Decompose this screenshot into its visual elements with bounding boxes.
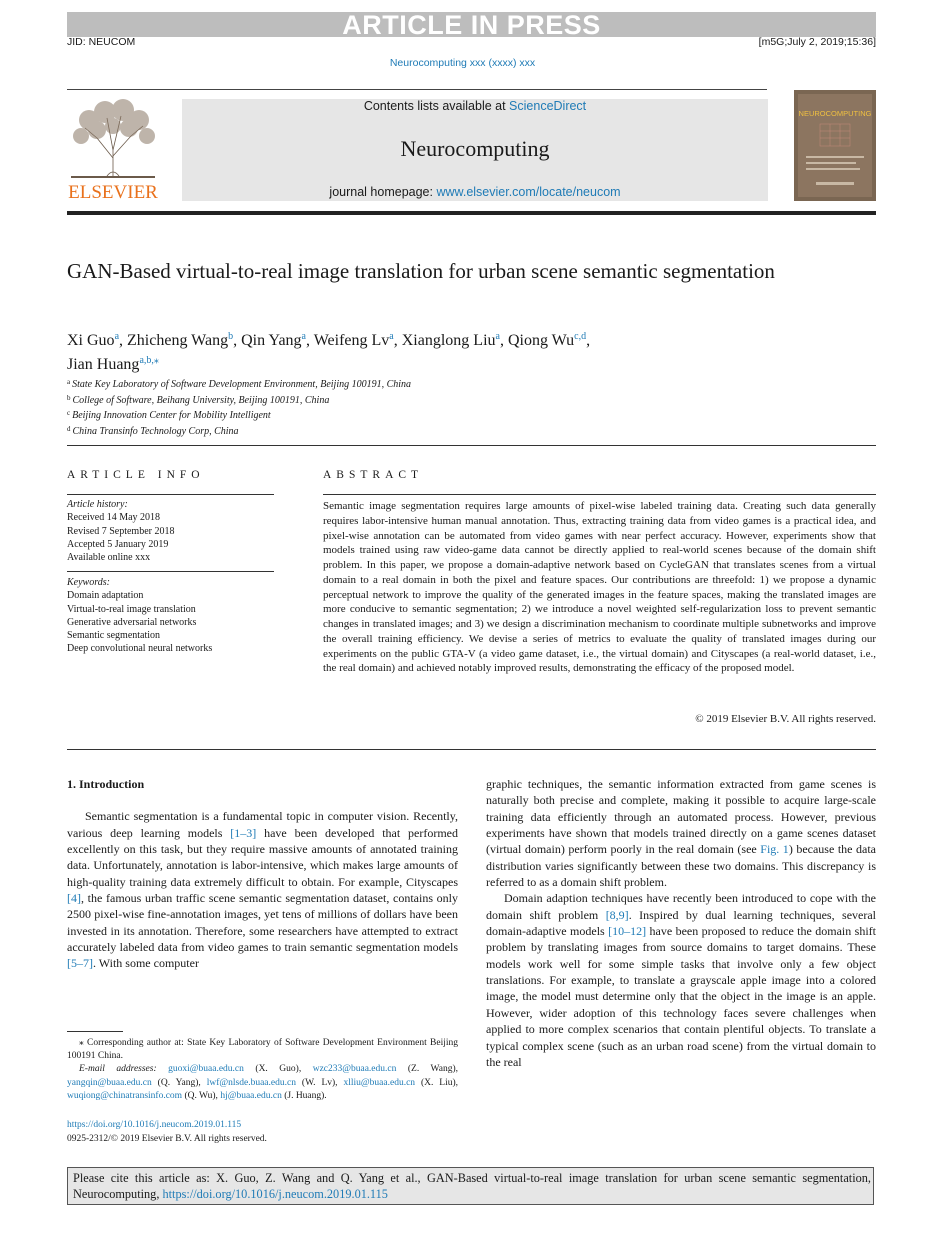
- email-addresses: E-mail addresses: guoxi@buaa.edu.cn (X. Guo), wzc233@buaa.edu.cn (Z. Wang), yangqin@buaa.edu.cn (Q. Yang), lwf@nlsde.buaa.edu.cn (W. Lv), xlliu@buaa.edu.cn (X. Liu), wuqiong@chinatransinfo.com (Q. Wu), hj@buaa.edu.cn (J. Huang).: [67, 1064, 459, 1101]
- email-link[interactable]: xlliu@buaa.edu.cn: [343, 1077, 416, 1088]
- email-link[interactable]: lwf@nlsde.buaa.edu.cn: [206, 1077, 296, 1088]
- author[interactable]: Zhicheng Wang$^b$: [127, 331, 234, 349]
- divider: [67, 494, 274, 495]
- email-link[interactable]: hj@buaa.edu.cn: [220, 1090, 282, 1101]
- citation-link[interactable]: [1–3]: [230, 825, 257, 840]
- footnotes: [67, 1037, 458, 1103]
- history-item: Revised 7 September 2018: [67, 525, 175, 537]
- author[interactable]: Xi Guo$^a$: [67, 331, 120, 349]
- publisher-logo-text: ELSEVIER: [68, 182, 158, 202]
- email-link[interactable]: wuqiong@chinatransinfo.com: [67, 1090, 183, 1101]
- footnote-rule: [67, 1031, 123, 1032]
- citation-link[interactable]: [8,9]: [605, 907, 629, 922]
- keywords-label: Keywords:: [67, 577, 110, 588]
- affiliation: $^c$ Beijing Innovation Center for Mobility Intelligent: [67, 409, 271, 421]
- keyword: Virtual-to-real image translation: [67, 603, 196, 615]
- header-top-rule: [67, 89, 767, 90]
- cite-text: Please cite this article as: X. Guo, Z. Wang and Q. Yang et al., GAN-Based virtual-to-real image translation for urban scene semantic segmentation, Neurocomputing, https://doi.org/10.1016/j.neucom.2019.01.115: [73, 1171, 871, 1202]
- sciencedirect-link[interactable]: ScienceDirect: [509, 99, 587, 113]
- journal-homepage-link[interactable]: www.elsevier.com/locate/neucom: [436, 185, 621, 199]
- keywords: [67, 576, 274, 656]
- doi-block: [67, 1118, 267, 1146]
- history-item: Received 14 May 2018: [67, 512, 161, 524]
- elsevier-tree-icon: [67, 98, 159, 202]
- author-list: Xi Guo$^a$, Zhicheng Wang$^b$, Qin Yang$^a$, Weifeng Lv$^a$, Xianglong Liu$^a$, Qiong Wu$^{c,d}$, Jian Huang$^{a,b,⁎}$: [67, 331, 591, 373]
- journal-id: JID: NEUCOM: [67, 36, 136, 48]
- journal-cover-art: [794, 90, 876, 201]
- abstract-text: Semantic image segmentation requires large amounts of pixel-wise labeled training data. Creating such data generally requires labor-intensive human manual annotation. Thus, extracting training data from video games is a practical idea, and pixel-wise annotation can be automated from video games with near perfect accuracy. However, experiments show that models trained using raw video-game data cannot be directly applied to real-world scenes because of the domain shift problem. In this paper, we propose a domain-adaptive network based on CycleGAN that translates scenes from a virtual domain to a real domain in both the pixel and feature spaces. Our contributions are threefold: 1) we propose a dynamic perceptual network to improve the quality of the generated images in the feature spaces, making the translated images are more conducive to semantic segmentation; 2) we introduce a novel weighted self-regularization loss to prevent semantic changes in translated images; and 3) we design a discrimination mechanism to coordinate multiple subnetworks and improve the overall training efficiency. We devise a series of metrics to evaluate the quality of translated images during our experiments on the public GTA-V (a video game dataset, i.e., the virtual domain) and Cityscapes (a real-world dataset, i.e., the real domain) and achieved notably improved results, demonstrating the efficacy of the proposed model.: [323, 500, 876, 675]
- article-info-heading: ARTICLE INFO: [67, 469, 205, 481]
- contents-prefix: Contents lists available at: [363, 99, 510, 113]
- body-column-left: [67, 776, 458, 972]
- contents-line: [182, 99, 768, 113]
- journal-cover-image[interactable]: [794, 90, 876, 201]
- author[interactable]: Jian Huang$^{a,b,⁎}$: [67, 355, 159, 373]
- affiliation: $^d$ China Transinfo Technology Corp, China: [67, 424, 239, 437]
- elsevier-logo[interactable]: [67, 98, 159, 202]
- divider: [67, 445, 876, 446]
- abstract-heading: ABSTRACT: [323, 469, 424, 481]
- keyword: Generative adversarial networks: [67, 616, 197, 628]
- email-link[interactable]: wzc233@buaa.edu.cn: [312, 1064, 397, 1075]
- issn-line: 0925-2312/© 2019 Elsevier B.V. All rights reserved.: [67, 1134, 267, 1144]
- citation-link[interactable]: [5–7]: [67, 956, 93, 971]
- author[interactable]: Weifeng Lv$^a$: [313, 331, 394, 349]
- body-paragraph: Domain adaption techniques have recently been introduced to cope with the domain shift problem [8,9]. Inspired by dual learning techniques, several domain-adaptive models [10–12] have been proposed to reduce the domain shift problem by translating images from source domains to target domains. These models work well for some simple tasks that involve only a few object translations. For example, to translate a grayscale apple image into a colored image, the model must determine only that the object in the image is an apple. However, wider adoption of this technology faces severe challenges when applied to more complex scenarios that contain plentiful objects. To translate a typical complex scene (such as an urban road scene) from the virtual domain to the real: [486, 891, 876, 1069]
- affiliation: $^a$ State Key Laboratory of Software Development Environment, Beijing 100191, China: [67, 378, 412, 390]
- divider: [67, 571, 274, 572]
- doi-link[interactable]: https://doi.org/10.1016/j.neucom.2019.01.115: [67, 1120, 242, 1130]
- article-in-press-banner: ARTICLE IN PRESS: [67, 12, 876, 37]
- author[interactable]: Xianglong Liu$^a$: [401, 331, 500, 349]
- history-item: Available online xxx: [67, 552, 151, 564]
- body-column-right: [486, 776, 876, 1070]
- article-title: GAN-Based virtual-to-real image translation for urban scene semantic segmentation: [67, 259, 775, 283]
- journal-reference-link[interactable]: Neurocomputing xxx (xxxx) xxx: [389, 57, 536, 69]
- journal-title: Neurocomputing: [400, 136, 550, 161]
- keyword: Deep convolutional neural networks: [67, 643, 213, 655]
- author[interactable]: Qiong Wu$^{c,d}$: [507, 331, 587, 349]
- article-history: [67, 498, 274, 564]
- email-link[interactable]: guoxi@buaa.edu.cn: [168, 1064, 244, 1075]
- citation-link[interactable]: [10–12]: [608, 924, 647, 939]
- keyword: Semantic segmentation: [67, 630, 161, 642]
- cover-title: NEUROCOMPUTING: [798, 109, 872, 118]
- abstract-copyright: © 2019 Elsevier B.V. All rights reserved.: [695, 713, 876, 725]
- keyword: Domain adaptation: [67, 590, 144, 602]
- cite-doi-link[interactable]: https://doi.org/10.1016/j.neucom.2019.01.115: [162, 1187, 388, 1202]
- section-heading: 1. Introduction: [67, 777, 145, 791]
- build-timestamp: [m5G;July 2, 2019;15:36]: [758, 36, 876, 48]
- affiliation: $^b$ College of Software, Beihang University, Beijing 100191, China: [67, 393, 330, 406]
- email-link[interactable]: yangqin@buaa.edu.cn: [67, 1077, 152, 1088]
- history-item: Accepted 5 January 2019: [67, 538, 169, 550]
- homepage-line: [182, 185, 768, 199]
- header-thick-rule: [67, 211, 876, 215]
- affiliation-list: [67, 376, 767, 438]
- body-paragraph: graphic techniques, the semantic information extracted from game scenes is naturally both precise and complete, making it possible to acquire large-scale training data efficiently through an automated process. However, previous experiments have shown that models trained directly on a game scenes dataset (virtual domain) perform poorly in the real domain (see Fig. 1) because the data distribution varies significantly between these two domains. This discrepancy is referred to as a domain shift problem.: [486, 777, 876, 890]
- body-paragraph: Semantic segmentation is a fundamental topic in computer vision. Recently, various deep learning models [1–3] have been developed that performed excellently on this task, but they require massive amounts of annotated training data. Unfortunately, annotation is labor-intensive, which makes large amounts of high-quality training data extremely difficult to obtain. For example, Cityscapes [4], the famous urban traffic scene semantic segmentation dataset, contains only 2500 pixel-wise fine-annotation images, yet tens of millions of dollars have been invested in its annotation. Therefore, some researchers have attempted to extract accurately labeled data from video games to train semantic segmentation models [5–7]. With some computer: [67, 809, 458, 971]
- citation-link[interactable]: [4]: [67, 891, 81, 906]
- corresponding-author-note: ⁎ Corresponding author at: State Key Laboratory of Software Development Environment Beijing 100191 China.: [67, 1038, 459, 1062]
- history-label: Article history:: [67, 499, 128, 510]
- author[interactable]: Qin Yang$^a$: [241, 331, 306, 349]
- divider: [323, 494, 876, 495]
- divider: [67, 749, 876, 750]
- homepage-prefix: journal homepage:: [329, 185, 437, 199]
- figure-link[interactable]: Fig. 1: [760, 842, 789, 857]
